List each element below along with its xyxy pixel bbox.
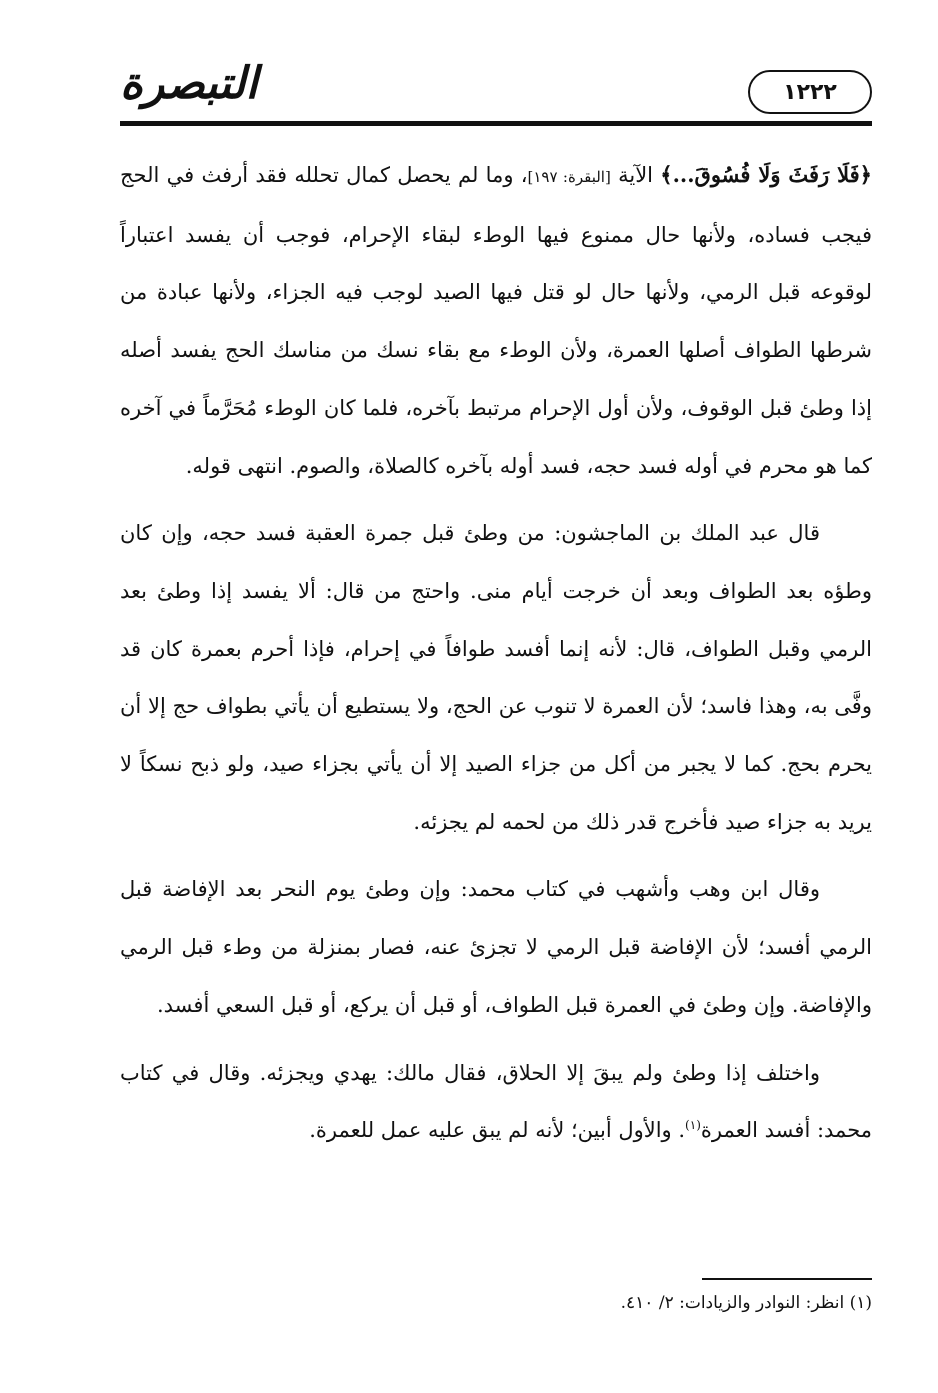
footnote-marker: (١) [685, 1118, 701, 1133]
paragraph-4 [120, 1045, 872, 1160]
quran-reference: [البقرة: ١٩٧] [527, 168, 611, 186]
main-text [120, 146, 872, 1170]
quran-verse: ﴿فَلَا رَفَثَ وَلَا فُسُوقَ...﴾ [660, 162, 872, 187]
footnote-separator [702, 1278, 872, 1280]
paragraph-1 [120, 146, 872, 495]
book-title: التبصرة [120, 58, 258, 109]
ayah-word: الآية [610, 163, 661, 187]
paragraph-4-text-a: واختلف إذا وطئ ولم يبقَ إلا الحلاق، فقال مالك: يهدي ويجزئه. وقال في كتاب محمد: أفسد العمرة [120, 1060, 872, 1143]
footnotes [120, 1288, 872, 1318]
paragraph-1-text: ، وما لم يحصل كمال تحلله فقد أرفث في الحج فيجب فساده، ولأنها حال ممنوع فيها الوطء لبقاء الإحرام، فوجب أن يفسد اعتباراً لوقوعه قبل الرمي، ولأنها حال لو قتل فيها الصيد لوجب فيه الجزاء، ولأنها عبادة من شرطها الطواف أصلها العمرة، ولأن الوطء مع بقاء نسك من مناسك الحج يفسد أصله إذا وطئ قبل الوقوف، ولأن أول الإحرام مرتبط بآخره، فلما كان الوطء مُحَرَّماً في آخره كما هو محرم في أوله فسد حجه، فسد أوله بآخره كالصلاة، والصوم. انتهى قوله. [120, 163, 872, 478]
header-rule [120, 121, 872, 126]
page-number: ١٢٢٢ [748, 70, 872, 114]
page-header [120, 50, 872, 126]
footnote-1: (١) انظر: النوادر والزيادات: ٢/ ٤١٠. [620, 1293, 872, 1313]
paragraph-2: قال عبد الملك بن الماجشون: من وطئ قبل جمرة العقبة فسد حجه، وإن كان وطؤه بعد الطواف وبعد أن خرجت أيام منى. واحتج من قال: ألا يفسد إذا وطئ بعد الرمي وقبل الطواف، قال: لأنه إنما أفسد طوافاً في إحرام، فإذا أحرم بعمرة كان قد وفَّى به، وهذا فاسد؛ لأن العمرة لا تنوب عن الحج، ولا يستطيع أن يأتي بطواف حج إلا أن يحرم بحج. كما لا يجبر من أكل من جزاء الصيد إلا أن يأتي بجزاء صيد، ولو ذبح نسكاً لا يريد به جزاء صيد فأخرج قدر ذلك من لحمه لم يجزئه. [120, 521, 872, 834]
paragraph-3: وقال ابن وهب وأشهب في كتاب محمد: وإن وطئ يوم النحر بعد الإفاضة قبل الرمي أفسد؛ لأن الإفاضة قبل الرمي لا تجزئ عنه، فصار بمنزلة من وطء قبل الرمي والإفاضة. وإن وطئ في العمرة قبل الطواف، أو قبل أن يركع، أو قبل السعي أفسد. [120, 877, 872, 1017]
paragraph-4-text-b: . والأول أبين؛ لأنه لم يبق عليه عمل للعمرة. [309, 1118, 686, 1143]
